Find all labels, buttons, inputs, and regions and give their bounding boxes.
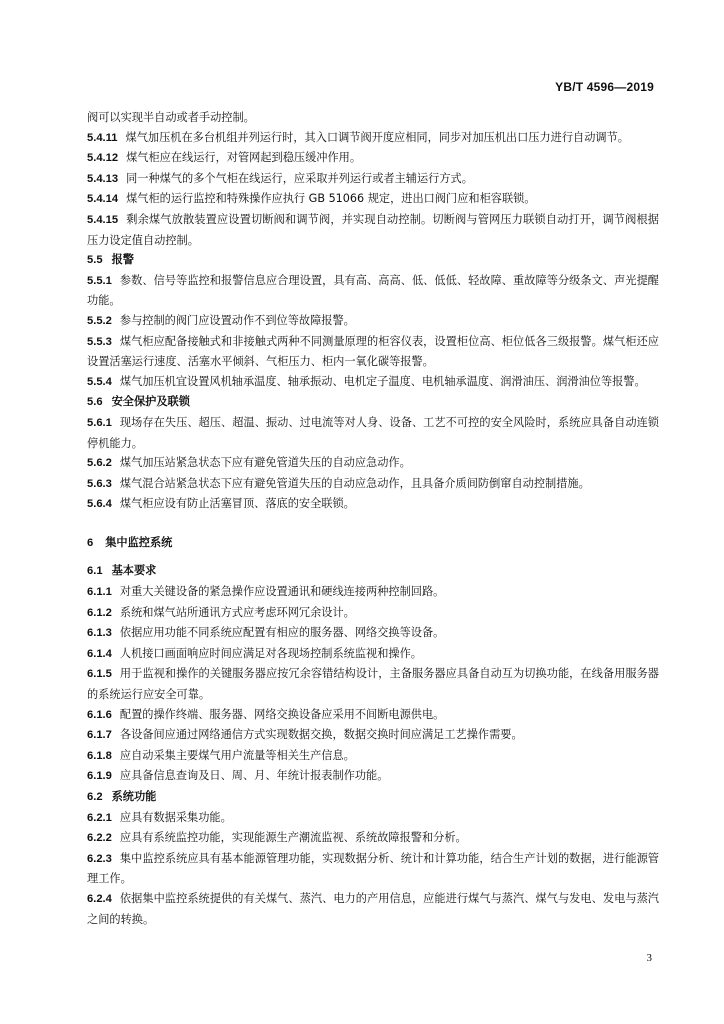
clause-text: 煤气加压站紧急状态下应有避免管道失压的自动应急动作。 (119, 456, 411, 470)
clause-number: 5.4.15 (87, 213, 119, 226)
clause-number: 5.5 (87, 254, 103, 267)
clause-number: 6.2.3 (87, 852, 112, 865)
clause-number: 6.1.6 (87, 708, 112, 721)
clause-text: 煤气柜的运行监控和特殊操作应执行 GB 51066 规定，进出口阀门应和柜容联锁。 (126, 192, 536, 206)
standard-id: YB/T 4596—2019 (555, 80, 654, 94)
clause-paragraph (87, 372, 659, 393)
clause-number: 5.4.12 (87, 152, 119, 165)
clause-paragraph (87, 582, 659, 603)
clause-paragraph (87, 148, 659, 169)
clause-paragraph (87, 169, 659, 190)
clause-text: 参与控制的阀门应设置动作不到位等故障报警。 (119, 313, 355, 327)
clause-number: 6.2.2 (87, 832, 112, 845)
document-body (87, 108, 659, 929)
clause-number: 6.2 (87, 791, 103, 803)
clause-text: 系统功能 (111, 790, 157, 803)
clause-number: 6.1.5 (87, 668, 112, 681)
clause-paragraph (87, 808, 659, 829)
clause-paragraph (87, 623, 659, 644)
clause-paragraph (87, 189, 659, 210)
clause-text: 用于监视和操作的关键服务器应按冗余容错结构设计，主备服务器应具备自动互为切换功能，在线备用服务器的系统运行应安全可靠。 (87, 667, 659, 702)
clause-number: 6.1.9 (87, 770, 112, 783)
clause-paragraph (87, 644, 659, 665)
clause-paragraph (87, 210, 659, 250)
clause-text: 煤气加压机在多台机组并列运行时，其入口调节阀开度应相同，同步对加压机出口压力进行自动调节。 (125, 130, 629, 144)
clause-number: 5.6 (87, 396, 103, 409)
clause-text: 煤气混合站紧急状态下应有避免管道失压的自动应急动作，且具备介质间防倒窜自动控制措施。 (119, 476, 590, 490)
clause-number: 6.1.3 (87, 627, 112, 640)
clause-paragraph (87, 664, 659, 704)
clause-number: 6.2.4 (87, 892, 112, 905)
clause-number: 5.6.3 (87, 477, 112, 490)
clause-number: 5.6.4 (87, 498, 112, 511)
clause-text: 基本要求 (111, 564, 157, 578)
section-heading (87, 787, 659, 808)
clause-paragraph (87, 474, 659, 495)
clause-paragraph (87, 332, 659, 372)
clause-number: 5.4.11 (87, 131, 118, 144)
clause-number: 6.1.1 (87, 586, 112, 599)
clause-text: 阀可以实现半自动或者手动控制。 (87, 111, 255, 124)
clause-text: 各设备间应通过网络通信方式实现数据交换，数据交换时间应满足工艺操作需要。 (119, 728, 523, 742)
clause-text: 应具备信息查询及日、周、月、年统计报表制作功能。 (119, 769, 389, 783)
clause-text: 集中监控系统应具有基本能源管理功能，实现数据分析、统计和计算功能，结合生产计划的数据，进行能源管理工作。 (87, 851, 659, 886)
clause-number: 6.1.4 (87, 647, 112, 660)
clause-number: 6.2.1 (87, 811, 112, 824)
clause-number: 5.5.3 (87, 335, 112, 348)
clause-paragraph (87, 766, 659, 787)
clause-paragraph (87, 413, 659, 453)
page-number: 3 (646, 952, 652, 964)
clause-number: 6.1.7 (87, 729, 112, 742)
clause-text: 系统和煤气站所通讯方式应考虑环网冗余设计。 (119, 605, 355, 619)
clause-text: 应具有系统监控功能，实现能源生产潮流监视、系统故障报警和分析。 (119, 831, 467, 845)
clause-number: 6.1 (87, 565, 103, 578)
clause-paragraph (87, 271, 659, 311)
clause-paragraph (87, 311, 659, 332)
clause-text: 应自动采集主要煤气用户流量等相关生产信息。 (119, 748, 355, 762)
chapter-heading (87, 533, 659, 554)
clause-text: 依据集中监控系统提供的有关煤气、蒸汽、电力的产用信息，应能进行煤气与蒸汽、煤气与发电、发电与蒸汽之间的转换。 (87, 891, 659, 926)
clause-text: 煤气柜应设有防止活塞冒顶、落底的安全联锁。 (119, 497, 355, 511)
clause-paragraph (87, 705, 659, 726)
clause-text: 剩余煤气放散装置应设置切断阀和调节阀，并实现自动控制。切断阀与管网压力联锁自动打开，调节阀根据压力设定值自动控制。 (87, 212, 659, 247)
clause-paragraph (87, 128, 659, 149)
clause-paragraph (87, 494, 659, 515)
clause-text: 煤气柜应配备接触式和非接触式两种不同测量原理的柜容仪表，设置柜位高、柜位低各三级报警。煤气柜还应设置活塞运行速度、活塞水平倾斜、气柜压力、柜内一氧化碳等报警。 (87, 334, 659, 369)
clause-number: 6.1.8 (87, 749, 112, 762)
clause-number: 5.5.1 (87, 274, 112, 287)
clause-number: 5.4.14 (87, 193, 119, 206)
clause-paragraph (87, 453, 659, 474)
clause-text: 现场存在失压、超压、超温、振动、过电流等对人身、设备、工艺不可控的安全风险时，系统应具备自动连锁停机能力。 (87, 415, 659, 450)
section-heading (87, 392, 659, 413)
clause-number: 5.5.4 (87, 375, 112, 388)
clause-paragraph (87, 849, 659, 889)
clause-text: 参数、信号等监控和报警信息应合理设置，具有高、高高、低、低低、轻故障、重故障等分级条文、声光提醒功能。 (87, 273, 659, 308)
clause-paragraph (87, 746, 659, 767)
clause-text: 煤气柜应在线运行，对管网起到稳压缓冲作用。 (126, 151, 362, 165)
clause-text: 煤气加压机宜设置风机轴承温度、轴承振动、电机定子温度、电机轴承温度、润滑油压、润滑油位等报警。 (119, 374, 646, 388)
section-heading (87, 561, 659, 582)
section-heading (87, 250, 659, 271)
clause-text: 应具有数据采集功能。 (119, 810, 232, 824)
clause-text: 依据应用功能不同系统应配置有相应的服务器、网络交换等设备。 (119, 626, 445, 640)
clause-number: 5.6.2 (87, 457, 112, 470)
clause-text: 安全保护及联锁 (111, 395, 190, 409)
clause-number: 5.5.2 (87, 314, 112, 327)
clause-number: 6 (87, 536, 94, 549)
clause-text: 对重大关键设备的紧急操作应设置通讯和硬线连接两种控制回路。 (119, 585, 445, 599)
clause-text: 同一种煤气的多个气柜在线运行，应采取并列运行或者主辅运行方式。 (126, 171, 473, 185)
clause-paragraph (87, 889, 659, 929)
clause-paragraph (87, 725, 659, 746)
clause-text: 报警 (111, 253, 134, 267)
clause-paragraph (87, 828, 659, 849)
clause-text: 集中监控系统 (105, 535, 173, 549)
clause-text: 人机接口画面响应时间应满足对各现场控制系统监视和操作。 (119, 646, 422, 660)
clause-number: 6.1.2 (87, 606, 112, 619)
clause-number: 5.4.13 (87, 172, 119, 185)
clause-paragraph (87, 108, 659, 128)
clause-paragraph (87, 603, 659, 624)
clause-text: 配置的操作终端、服务器、网络交换设备应采用不间断电源供电。 (119, 707, 445, 721)
clause-number: 5.6.1 (87, 416, 112, 429)
